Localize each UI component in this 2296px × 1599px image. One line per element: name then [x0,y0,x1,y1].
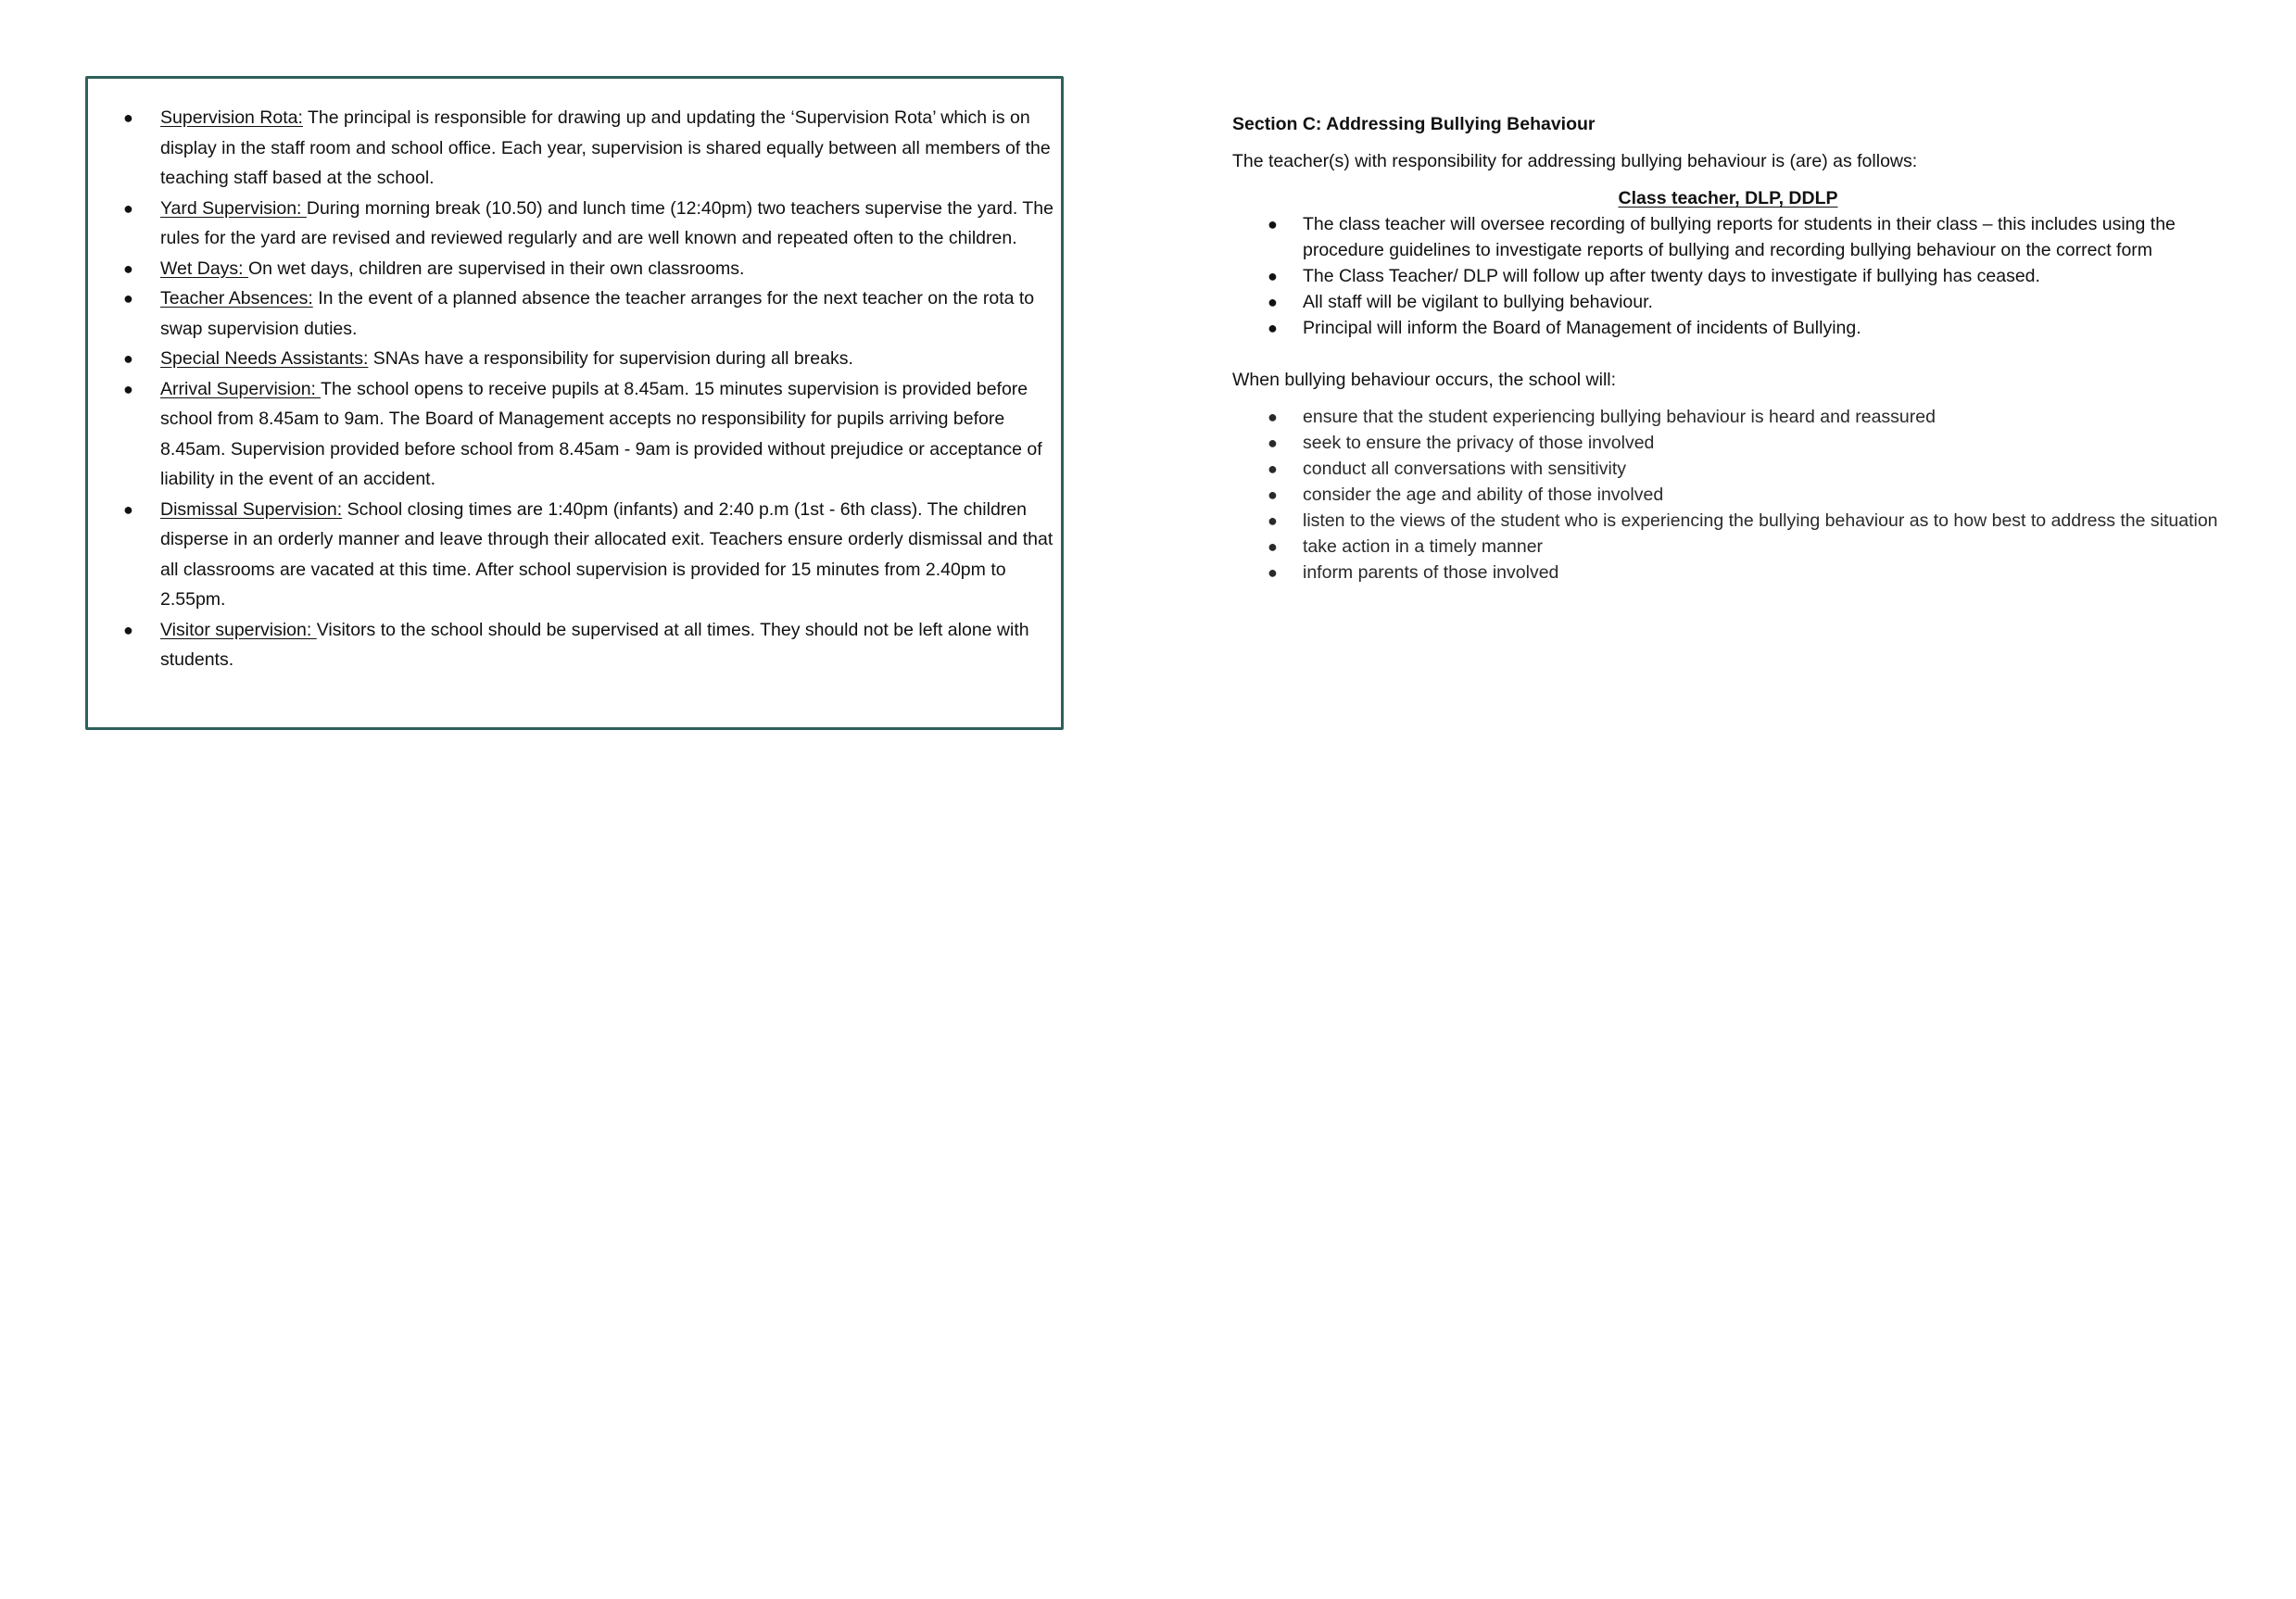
item-text: listen to the views of the student who is experiencing the bullying behaviour as to how best to address the situation [1303,510,2218,531]
item-text: SNAs have a responsibility for supervision during all breaks. [368,348,853,369]
item-text: In the event of a planned absence the teacher arranges for the next teacher on the rota to swap supervision duties. [160,288,1035,339]
item-label: Visitor supervision: [160,619,317,640]
list-item [1232,263,2224,289]
item-text: The school opens to receive pupils at 8.45am. 15 minutes supervision is provided before school from 8.45am to 9am. The Board of Management accepts no responsibility for pupils arriving before 8.45am. Supervision provided before school from 8.45am - 9am is provided without prejudice or acceptance of liability in the event of an accident. [160,378,1042,489]
item-text: take action in a timely manner [1303,536,1544,557]
bullet-icon: ● [1268,215,1278,233]
list-item [88,495,1055,615]
bullet-icon: ● [1268,460,1278,478]
bullet-icon: ● [123,289,133,308]
responsibilities-list [1232,211,2224,341]
intro-text: The teacher(s) with responsibility for addressing bullying behaviour is (are) as follows: [1232,151,1918,171]
list-item [1232,404,2224,430]
list-item [1232,289,2224,315]
list-item [88,283,1055,344]
list-item [1232,211,2224,263]
section-title: Section C: Addressing Bullying Behaviour [1232,114,1596,134]
supervision-box [85,76,1064,730]
item-text: conduct all conversations with sensitivity [1303,459,1626,479]
bullet-icon: ● [1268,293,1278,311]
list-item [1232,560,2224,585]
list-item [88,194,1055,254]
list-item [1232,456,2224,482]
list-item [88,374,1055,495]
when-bullying-occurs-text: When bullying behaviour occurs, the school will: [1232,370,1617,390]
list-item [1232,482,2224,508]
bullet-icon: ● [1268,267,1278,285]
list-item [1232,430,2224,456]
item-text: Principal will inform the Board of Management of incidents of Bullying. [1303,318,1861,338]
list-item [1232,534,2224,560]
list-item [88,615,1055,675]
bullet-icon: ● [123,379,133,398]
supervision-list [88,103,1055,675]
bullet-icon: ● [123,620,133,639]
item-text: The class teacher will oversee recording of bullying reports for students in their class – this includes using the procedure guidelines to investigate reports of bullying and recording bullying behaviour on the correct form [1303,214,2176,260]
bullet-icon: ● [1268,434,1278,452]
bullet-icon: ● [123,349,133,368]
item-label: Special Needs Assistants: [160,348,369,369]
item-label: Yard Supervision: [160,197,307,219]
list-item [1232,508,2224,534]
item-text: inform parents of those involved [1303,562,1559,583]
bullet-icon: ● [123,198,133,218]
item-text: During morning break (10.50) and lunch time (12:40pm) two teachers supervise the yard. The rules for the yard are revised and reviewed regularly and are well known and repeated often to the children. [160,197,1053,248]
item-label: Dismissal Supervision: [160,498,343,520]
item-text: seek to ensure the privacy of those involved [1303,433,1655,453]
bullet-icon: ● [123,108,133,127]
item-text: ensure that the student experiencing bullying behaviour is heard and reassured [1303,407,1936,427]
bullet-icon: ● [1268,408,1278,426]
item-text: The Class Teacher/ DLP will follow up after twenty days to investigate if bullying has ceased. [1303,266,2040,286]
section-c [1232,111,2224,585]
actions-list [1232,404,2224,585]
item-label: Wet Days: [160,258,248,279]
item-text: consider the age and ability of those involved [1303,485,1664,505]
list-item [88,103,1055,194]
bullet-icon: ● [1268,485,1278,504]
roles-heading: Class teacher, DLP, DDLP [1618,188,1838,208]
list-item [88,344,1055,374]
item-text: The principal is responsible for drawing up and updating the ‘Supervision Rota’ which is on display in the staff room and school office. Each year, supervision is shared equally between all members of the teaching staff based at the school. [160,107,1051,188]
bullet-icon: ● [123,499,133,519]
item-text: Visitors to the school should be supervised at all times. They should not be left alone with students. [160,619,1029,670]
item-text: On wet days, children are supervised in their own classrooms. [248,258,745,279]
list-item [88,254,1055,284]
bullet-icon: ● [1268,511,1278,530]
list-item [1232,315,2224,341]
bullet-icon: ● [1268,537,1278,556]
item-text: School closing times are 1:40pm (infants) and 2:40 p.m (1st - 6th class). The children disperse in an orderly manner and leave through their allocated exit. Teachers ensure orderly dismissal and that all classrooms are vacated at this time. After school supervision is provided for 15 minutes from 2.40pm to 2.55pm. [160,498,1053,610]
bullet-icon: ● [1268,319,1278,337]
item-text: All staff will be vigilant to bullying behaviour. [1303,292,1653,312]
item-label: Arrival Supervision: [160,378,322,399]
bullet-icon: ● [1268,563,1278,582]
item-label: Supervision Rota: [160,107,303,128]
bullet-icon: ● [123,258,133,278]
item-label: Teacher Absences: [160,288,313,308]
